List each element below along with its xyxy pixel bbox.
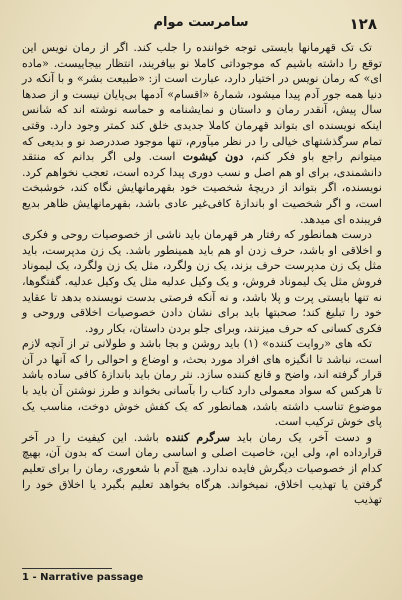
paragraph-4-part-3: باشد. این کیفیت را در آخر قرارداده ام، ولی این، خاصیت اصلی و اساسی رمان است که بدون آن، بهیچ کدام از خصوصیات دیگرش فایده ندارد. هیچ آدم با شعوری، رمان را برای تعلیم گرفتن یا تهذیب اخلاق، نمیخواند. هرگاه بخواهد تعلیم بگیرد یا اخلاق خود را تهذیب bbox=[22, 430, 382, 507]
page-number: ۱۲۸ bbox=[349, 15, 377, 33]
bold-term-don-quixote: دون کیشوت bbox=[182, 150, 244, 164]
paragraph-1-part-3: است. ولی اگر بدانم که منتقد دانشمندی، برای او هم اصل و نسب دوری پیدا کرده است، تعجب نخواهم کرد. نویسنده، اگر بتواند از دریچهٔ شخصیت خود بقهرمانهایش نگاه کند، خوشبخت است، و اگر شخصیت او باندازهٔ کافی‌غیر عادی باشد، بقهرمانهایش ظاهر بدیع فریبنده ای میدهد. bbox=[22, 150, 382, 226]
running-title: سامرست موام bbox=[153, 15, 249, 30]
paragraph-4-part-1: و دست آخر، یک رمان باید bbox=[230, 430, 372, 444]
paragraph-1-part-1: تک تک قهرمانها بایستی توجه خواننده را جلب کند. اگر از رمان نویس این توقع را داشته باشیم که موجوداتی کاملا نو بیافریند، انتظار بیجاییست. «ماده اى» که رمان نویس در اختیار دارد، عبارت است از: «طبیعت بشر» و با آنکه در دنیا همه جور آدم پیدا میشود، شمارهٔ «اقسام» آدمها بی‌پایان نیست و از صدها سال پیش، آنقدر رمان و داستان و نمایشنامه و حماسه نوشته اند که شانس اینکه نویسنده ای بتواند قهرمان کاملا جدیدی خلق کند کمتر وجود دارد. وقتی تمام سرگذشتهای خیالی را در نظر میآورم، تنها موجود صددرصد نو و بدیعی که میتوانم راجع باو فکر کنم، bbox=[22, 41, 382, 164]
page-header bbox=[0, 15, 402, 33]
paragraph-2 bbox=[22, 227, 382, 336]
footnote-divider bbox=[22, 568, 112, 569]
paragraph-4 bbox=[22, 430, 382, 508]
paragraph-1 bbox=[22, 40, 382, 227]
footnote: 1 - Narrative passage bbox=[22, 572, 144, 583]
paragraph-3-part-1: تکه های «روایت کننده» (۱) باید روشن و بجا باشد و طولانی تر از آنچه لازم است، نباشد تا انگیزه های افراد مورد بحث، و اوضاع و احوالی را که آنها در آن قرار گرفته اند، واضح و قانع کننده سازد. نثر رمان باید باندازهٔ کافی ساده باشد تا هرکس که سواد معمولی دارد کتاب را بآسانی بخواند و طرز نوشتن آن باید با موضوع تناسب داشته باشد، همانطور که یک کفش خوش دوخت، مناسب یک پای خوش ترکیب است. bbox=[22, 337, 382, 429]
paragraph-3 bbox=[22, 336, 382, 430]
bold-term-entertaining: سرگرم کننده bbox=[165, 430, 231, 444]
paragraph-2-part-1: درست همانطور که رفتار هر قهرمان باید ناشی از خصوصیات روحی و فکری و اخلاقی او باشد، حرف زدن او هم باید همینطور باشد. یک زن مدپرست، باید مثل یک زن مدپرست حرف بزند، یک زن ولگرد، مثل یک زن ولگرد، یک لیموناد فروش مثل یک لیموناد فروش، و یک وکیل عدلیه مثل یک وکیل عدلیه. گفتگوها، نه تنها بایستی پرت و پلا باشد، و نه آنکه فرصتی بدست نویسنده بدهد تا عقاید خود را تبلیغ کند؛ صحبتها باید برای نشان دادن خصوصیات اخلاقی وروحی و فکری کسانی که حرف میزنند، وبرای جلو بردن داستان، بکار رود. bbox=[22, 228, 382, 335]
body-text bbox=[22, 40, 382, 508]
